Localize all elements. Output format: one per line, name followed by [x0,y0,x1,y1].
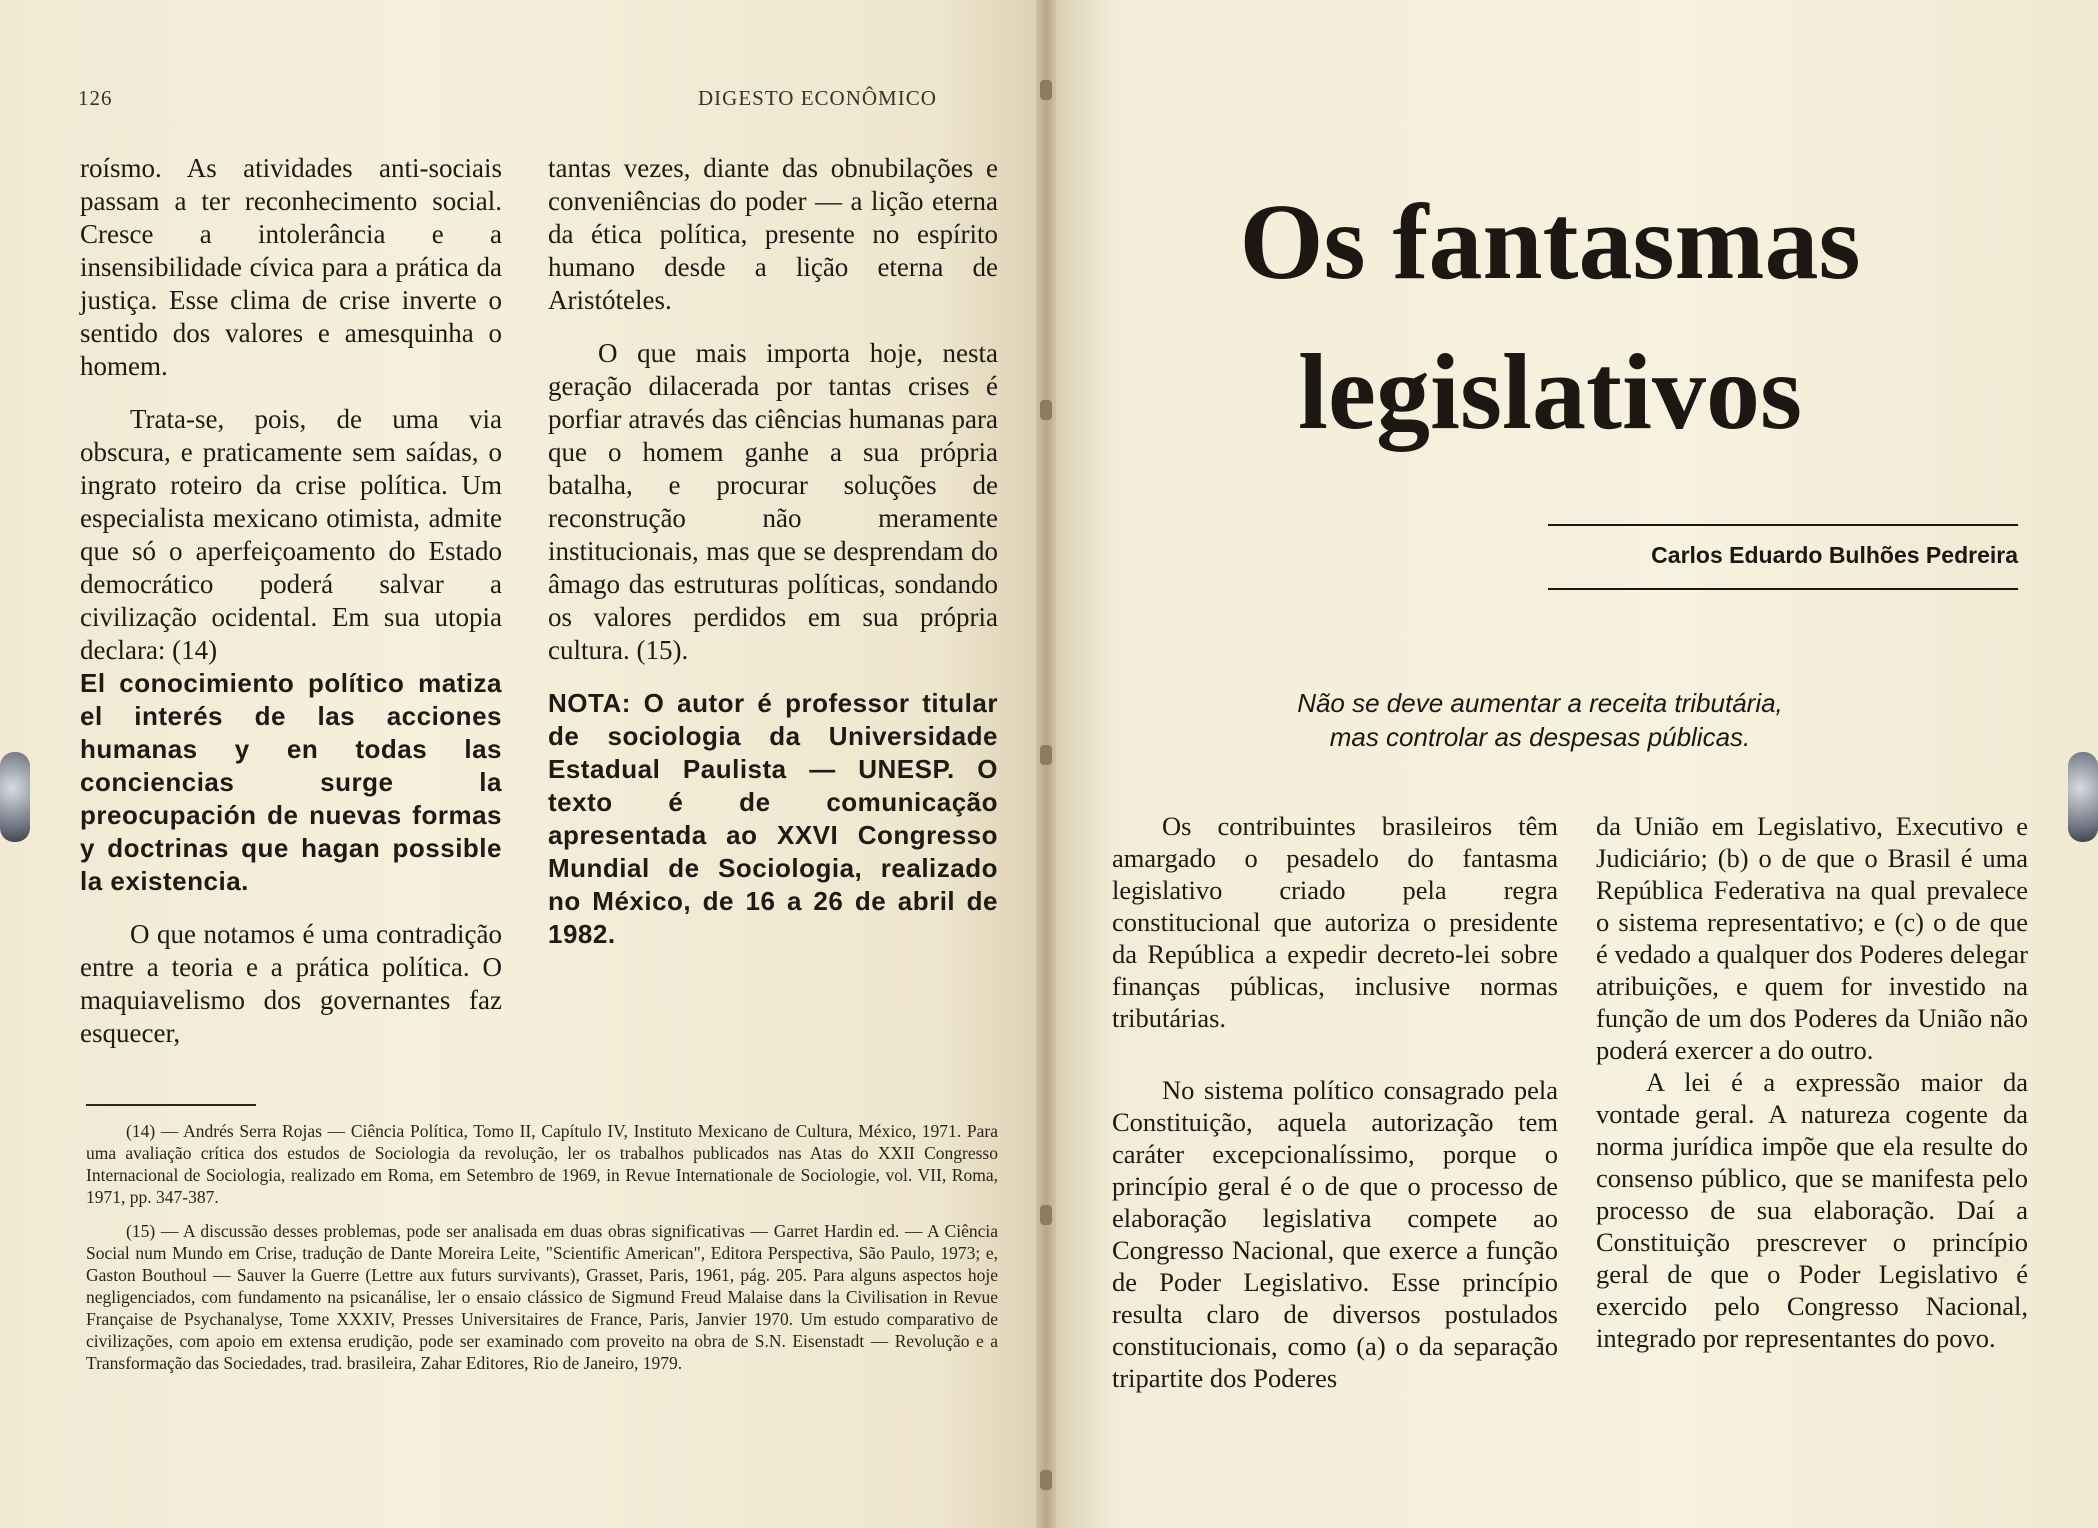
footnote-rule [86,1104,256,1106]
title-line: Os fantasmas [1239,183,1861,302]
binding-stitch [1040,400,1052,420]
paragraph: O que mais importa hoje, nesta geração dilacerada por tantas crises é porfiar através das ciências humanas para que o homem ganhe a sua própria batalha, e procurar soluções de reconstrução não meramente institucionais, mas que se desprendam do âmago das estruturas políticas, sondando os valores perdidos em sua própria cultura. (15). [548,338,998,665]
dek-line: mas controlar as despesas públicas. [1329,722,1751,752]
paragraph: da União em Legislativo, Executivo e Judiciário; (b) o de que o Brasil é uma República Federativa na qual prevalece o sistema representativo; e (c) o de que é vedado a qualquer dos Poderes delegar atribuições, e quem for investido na função de um dos Poderes da União não poderá exercer a do outro. [1596,811,2028,1065]
left-column-2 [548,152,998,971]
footnotes [86,1120,998,1386]
title-line: legislativos [1298,333,1802,452]
paragraph: A lei é a expressão maior da vontade geral. A natureza cogente da norma jurídica impõe que ela resulte do consenso público, que se manifesta pelo processo de sua elaboração. Daí a Constituição prescrever o princípio geral de que o Poder Legislativo é exercido pelo Congresso Nacional, integrado por representantes do povo. [1596,1067,2028,1353]
binder-clip-right [2068,752,2098,842]
paragraph: roísmo. As atividades anti-sociais passam a ter reconhecimento social. Cresce a intolerância e a insensibilidade cívica para a prática da justiça. Esse clima de crise inverte o sentido dos valores e amesquinha o homem. [80,153,502,381]
binder-clip-left [0,752,30,842]
page-number: 126 [78,86,113,110]
dek-line: Não se deve aumentar a receita tributária, [1297,688,1783,718]
paragraph: No sistema político consagrado pela Constituição, aquela autorização tem caráter excepcionalíssimo, porque o princípio geral é o de que o processo de elaboração legislativa compete ao Congresso Nacional, que exerce a função de Poder Legislativo. Esse princípio resulta claro de diversos postulados constitucionais, como (a) o da separação tripartite dos Poderes [1112,1075,1558,1393]
spanish-quote: El conocimiento político matiza el interés de las acciones humanas y en todas las conciencias surge la preocupación de nuevas formas y doctrinas que hagan possible la existencia. [80,668,502,896]
right-column-2 [1596,810,2028,1374]
footnote-15: (15) — A discussão desses problemas, pode ser analisada em duas obras significativas — Garret Hardin ed. — A Ciência Social num Mundo em Crise, tradução de Dante Moreira Leite, "Scientific American", Editora Perspectiva, São Paulo, 1973; e, Gaston Bouthoul — Sauver la Guerre (Lettre aux futurs survivants), Grasset, Paris, 1961, pág. 205. Para alguns aspectos hoje negligenciados, com fundamento na psicanálise, ler o ensaio clássico de Sigmund Freud Malaise dans la Civilisation in Revue Française de Psychanalyse, Tome XXXIV, Presses Universitaires de France, Paris, Janvier 1970. Um estudo comparativo de civilizações, com apoio em extensa erudição, pode ser examinado com proveito na obra de S.N. Eisenstadt — Revolução e a Transformação das Sociedades, trad. brasileira, Zahar Editores, Rio de Janeiro, 1979. [86,1221,998,1373]
footnote-14: (14) — Andrés Serra Rojas — Ciência Política, Tomo II, Capítulo IV, Instituto Mexicano de Cultura, México, 1971. Para uma avaliação crítica dos estudos de Sociologia da revolução, ler os trabalhos publicados nas Atas do XXII Congresso Internacional de Sociologia, realizado em Roma, em Setembro de 1969, in Revue Internationale de Sociologie, vol. VII, Roma, 1971, pp. 347-387. [86,1121,998,1207]
running-head: DIGESTO ECONÔMICO [698,86,937,110]
paragraph: Os contribuintes brasileiros têm amargado o pesadelo do fantasma legislativo criado pela regra constitucional que autoriza o presidente da República a expedir decreto-lei sobre finanças públicas, inclusive normas tributárias. [1112,811,1558,1033]
binding-stitch [1040,80,1052,100]
author-note: NOTA: O autor é professor titular de sociologia da Universidade Estadual Paulista — UNESP. O texto é de comunicação apresentada ao XXVI Congresso Mundial de Sociologia, realizado no México, de 16 a 26 de abril de 1982. [548,688,998,949]
article-title [1180,168,1920,468]
binding-stitch [1040,1205,1052,1225]
right-column-1 [1112,810,1558,1414]
article-author: Carlos Eduardo Bulhões Pedreira [1651,542,2018,568]
author-rule-top [1548,524,2018,526]
binding-stitch [1040,1470,1052,1490]
article-dek [1160,686,1920,754]
paragraph: Trata-se, pois, de uma via obscura, e praticamente sem saídas, o ingrato roteiro da crise política. Um especialista mexicano otimista, admite que só o aperfeiçoamento do Estado democrático poderá salvar a civilização ocidental. Em sua utopia declara: (14) [80,404,502,665]
left-column-1 [80,152,502,1070]
paragraph: tantas vezes, diante das obnubilações e conveniências do poder — a lição eterna da ética política, presente no espírito humano desde a lição eterna de Aristóteles. [548,153,998,315]
author-rule-bottom [1548,588,2018,590]
binding-stitch [1040,745,1052,765]
paragraph: O que notamos é uma contradição entre a teoria e a prática política. O maquiavelismo dos governantes faz esquecer, [80,919,502,1048]
